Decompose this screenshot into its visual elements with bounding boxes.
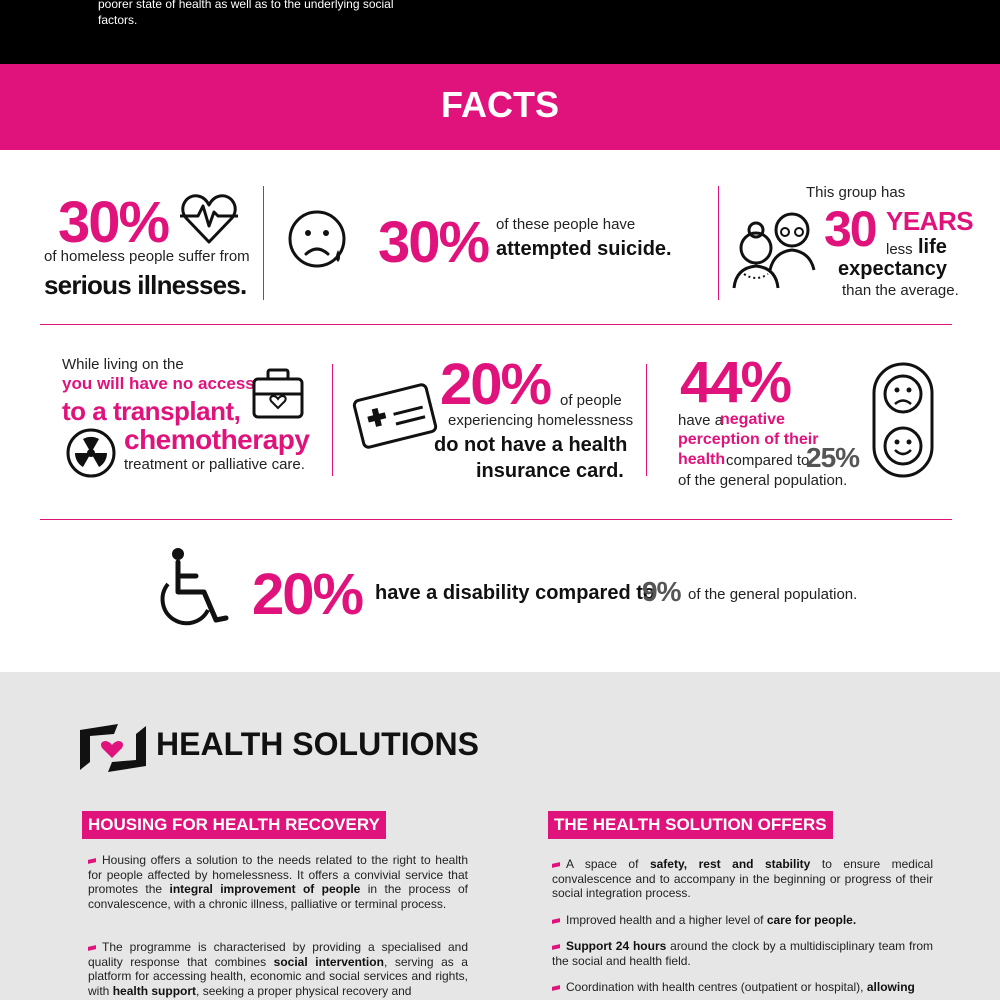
fact6-percent2: 25%: [806, 442, 860, 473]
bullet-bold: social intervention: [273, 954, 384, 969]
fact3-number: 30: [824, 201, 876, 257]
fact2-line2: attempted suicide.: [496, 238, 672, 260]
intro-text: [98, 0, 458, 28]
right-bullet-3: [552, 939, 933, 968]
bullet-text: Coordination with health centres (outpatient or hospital),: [566, 980, 864, 994]
health-solutions-title: HEALTH SOLUTIONS: [156, 726, 479, 762]
divider: [332, 364, 333, 476]
right-bullet-2: [552, 913, 933, 928]
fact4-line5: treatment or palliative care.: [124, 456, 305, 473]
fact6-line2: perception of their: [678, 431, 819, 448]
fact5-line4: insurance card.: [476, 460, 624, 482]
bullet-text: in the process of convalescence, with a chronic illness, palliative or terminal process.: [88, 882, 468, 911]
radiation-icon: [66, 428, 116, 478]
medical-kit-icon: [252, 368, 304, 420]
fact6-percent: 44%: [680, 350, 791, 415]
right-section-tag: THE HEALTH SOLUTION OFFERS: [548, 811, 833, 839]
fact4-line2: you will have no access: [62, 374, 255, 393]
mood-faces-icon: [872, 362, 934, 478]
fact5-line3: do not have a health: [434, 434, 628, 456]
fact2-line1: of these people have: [496, 216, 636, 233]
bullet-marker: [552, 985, 560, 991]
health-card-icon: [354, 384, 436, 448]
bullet-bold: care for people.: [766, 913, 857, 927]
facts-title: FACTS: [440, 84, 559, 125]
fact2-percent: 30%: [378, 210, 489, 275]
fact3-line4: than the average.: [842, 282, 959, 299]
fact7-percent: 20%: [252, 562, 363, 627]
right-bullet-4: [552, 980, 933, 995]
fact4-line1: While living on the: [62, 356, 184, 373]
bullet-bold: health support: [112, 983, 197, 998]
bullet-text: , seeking a proper physical recovery and: [196, 983, 412, 998]
fact3-less: less: [886, 241, 913, 258]
fact7-text2: of the general population.: [688, 586, 858, 603]
fact4-line4: chemotherapy: [124, 424, 310, 455]
divider: [263, 186, 264, 300]
fact3-unit: YEARS: [886, 206, 974, 236]
fact1-percent: 30%: [58, 190, 169, 255]
bullet-text: Improved health and a higher level of: [566, 913, 764, 927]
intro-line: factors.: [98, 13, 138, 27]
bullet-text: A space of: [566, 857, 639, 871]
bullet-text: to ensure medical convalescence and to accompany in the beginning or progress of their social integration process.: [552, 857, 933, 900]
fact5-line2: experiencing homelessness: [448, 412, 634, 429]
bullet-bold: integral improvement of people: [169, 882, 361, 896]
fact6-line3a: health: [678, 451, 726, 468]
bullet-marker: [552, 944, 560, 950]
fact7-text1: have a disability compared to: [375, 582, 656, 604]
wheelchair-icon: [154, 548, 230, 632]
divider: [646, 364, 647, 476]
fact4-line3: to a transplant,: [62, 396, 241, 426]
bullet-marker: [552, 862, 560, 868]
bullet-text: around the clock by a multidisciplinary team from the social and health field.: [552, 939, 933, 968]
left-bullet-2: [88, 940, 468, 998]
left-section-tag: HOUSING FOR HEALTH RECOVERY: [82, 811, 386, 839]
fact6-line4: of the general population.: [678, 472, 848, 489]
house-heart-logo-icon: [78, 722, 148, 774]
left-bullet-1: [88, 853, 468, 911]
fact5-percent: 20%: [440, 352, 551, 417]
fact3-line1: This group has: [806, 184, 906, 201]
bullet-marker: [88, 858, 96, 864]
bullet-text: Housing offers a solution to the needs related to the right to health for people affected by homelessness. It offers a convivial service that promotes the: [88, 853, 468, 896]
intro-band: [0, 0, 1000, 64]
bullet-marker: [88, 945, 96, 951]
bullet-text: , serving as a platform for accessing health, economic and social services and rights, with: [88, 954, 468, 998]
row-divider: [40, 324, 952, 325]
bullet-bold: safety, rest and stability: [649, 857, 811, 871]
fact6-line3b: compared to: [726, 452, 810, 469]
fact6-line1b: negative: [720, 411, 785, 428]
bullet-text: The programme is characterised by providing a specialised and quality response that combines: [88, 940, 468, 969]
fact7-percent2: 9%: [642, 576, 681, 607]
fact5-line1: of people: [560, 392, 622, 409]
right-bullet-1: [552, 857, 933, 901]
heartbeat-icon: [180, 192, 238, 244]
fact3-expectancy: expectancy: [838, 258, 947, 280]
row-divider: [40, 519, 952, 520]
intro-line: poorer state of health as well as to the underlying social: [98, 0, 394, 11]
fact6-line1a: have a: [678, 412, 724, 429]
bullet-bold: allowing: [866, 980, 915, 994]
fact1-line1: of homeless people suffer from: [44, 248, 250, 265]
bullet-marker: [552, 918, 560, 924]
elderly-couple-icon: [730, 208, 820, 290]
fact3-life: life: [918, 236, 947, 258]
divider: [718, 186, 719, 300]
fact1-line2: serious illnesses.: [44, 270, 247, 300]
bullet-bold: Support 24 hours: [566, 939, 667, 953]
sad-face-icon: [288, 210, 348, 270]
